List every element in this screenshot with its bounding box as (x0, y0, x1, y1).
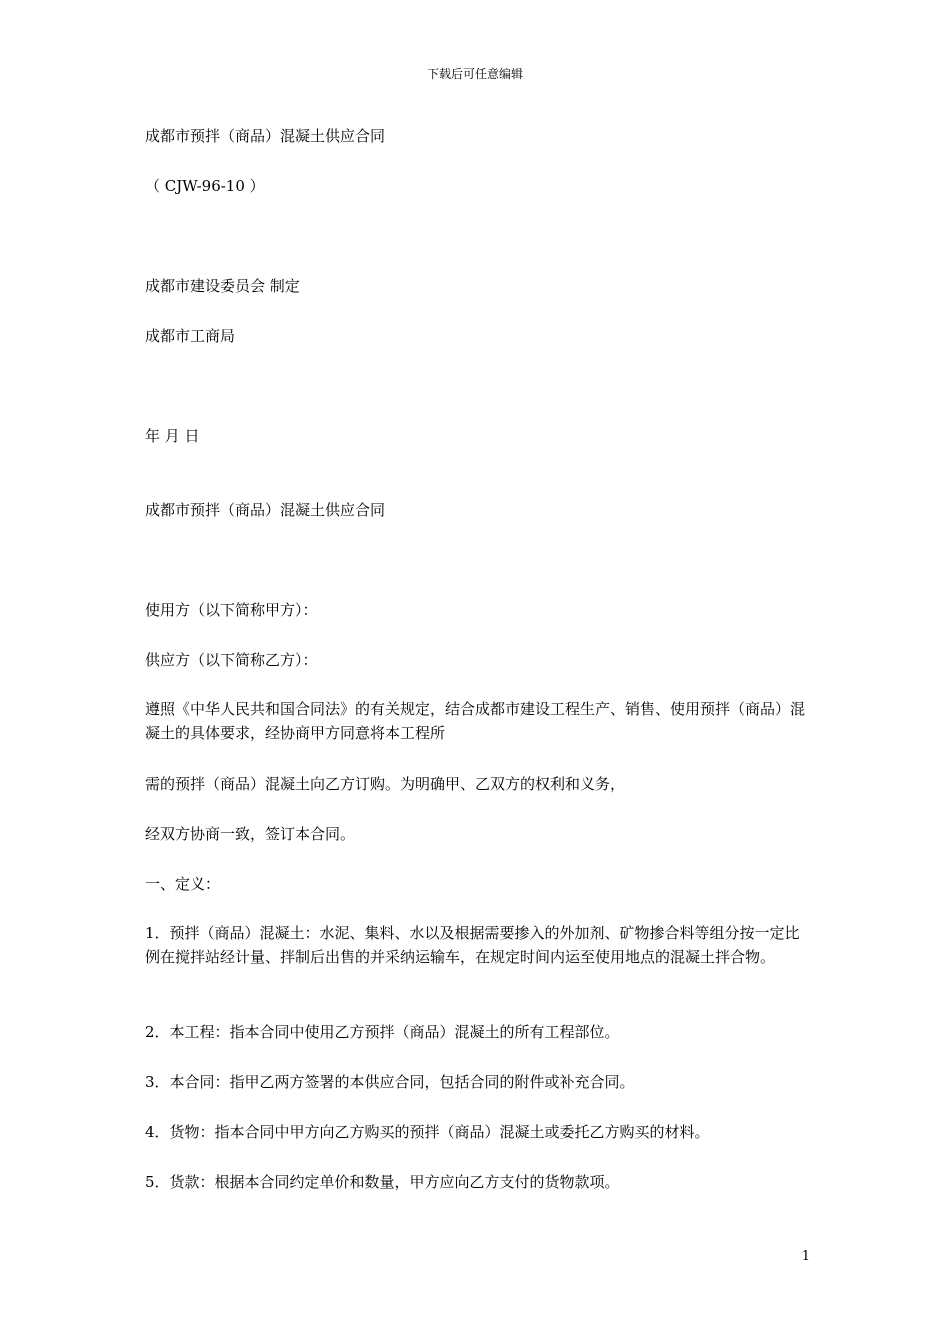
preamble-continuation: 需的预拌（商品）混凝土向乙方订购。为明确甲、乙双方的权利和义务， (145, 775, 626, 793)
issuer-line-1: 成都市建设委员会 制定 (145, 277, 300, 295)
section-heading-definitions: 一、定义： (145, 875, 221, 893)
definition-item-3: 3．本合同：指甲乙两方签署的本供应合同，包括合同的附件或补充合同。 (145, 1073, 635, 1091)
page-header: 下载后可任意编辑 (426, 67, 523, 81)
definition-item-1: 1．预拌（商品）混凝土：水泥、集料、水以及根据需要掺入的外加剂、矿物掺合料等组分按一定比例在搅拌站经计量、拌制后出售的并采纳运输车，在规定时间内运至使用地点的混凝土拌合物。 (145, 924, 800, 966)
date-line: 年 月 日 (145, 427, 200, 445)
definition-item-2: 2．本工程：指本合同中使用乙方预拌（商品）混凝土的所有工程部位。 (145, 1023, 620, 1041)
document-title: 成都市预拌（商品）混凝土供应合同 (145, 127, 386, 145)
definition-item-5: 5．货款：根据本合同约定单价和数量，甲方应向乙方支付的货物款项。 (145, 1173, 620, 1191)
definition-item-4: 4．货物：指本合同中甲方向乙方购买的预拌（商品）混凝土或委托乙方购买的材料。 (145, 1123, 710, 1141)
contract-title: 成都市预拌（商品）混凝土供应合同 (145, 501, 386, 519)
party-b-line: 供应方（以下简称乙方）： (145, 651, 318, 669)
issuer-line-2: 成都市工商局 (145, 327, 236, 345)
preamble-paragraph: 遵照《中华人民共和国合同法》的有关规定，结合成都市建设工程生产、销售、使用预拌（商品）混凝土的具体要求，经协商甲方同意将本工程所 (145, 700, 806, 742)
contract-code: （ CJW-96-10 ） (145, 177, 265, 195)
preamble-conclusion: 经双方协商一致，签订本合同。 (145, 825, 356, 843)
party-a-line: 使用方（以下简称甲方）： (145, 601, 318, 619)
page-number: 1 (801, 1249, 810, 1264)
